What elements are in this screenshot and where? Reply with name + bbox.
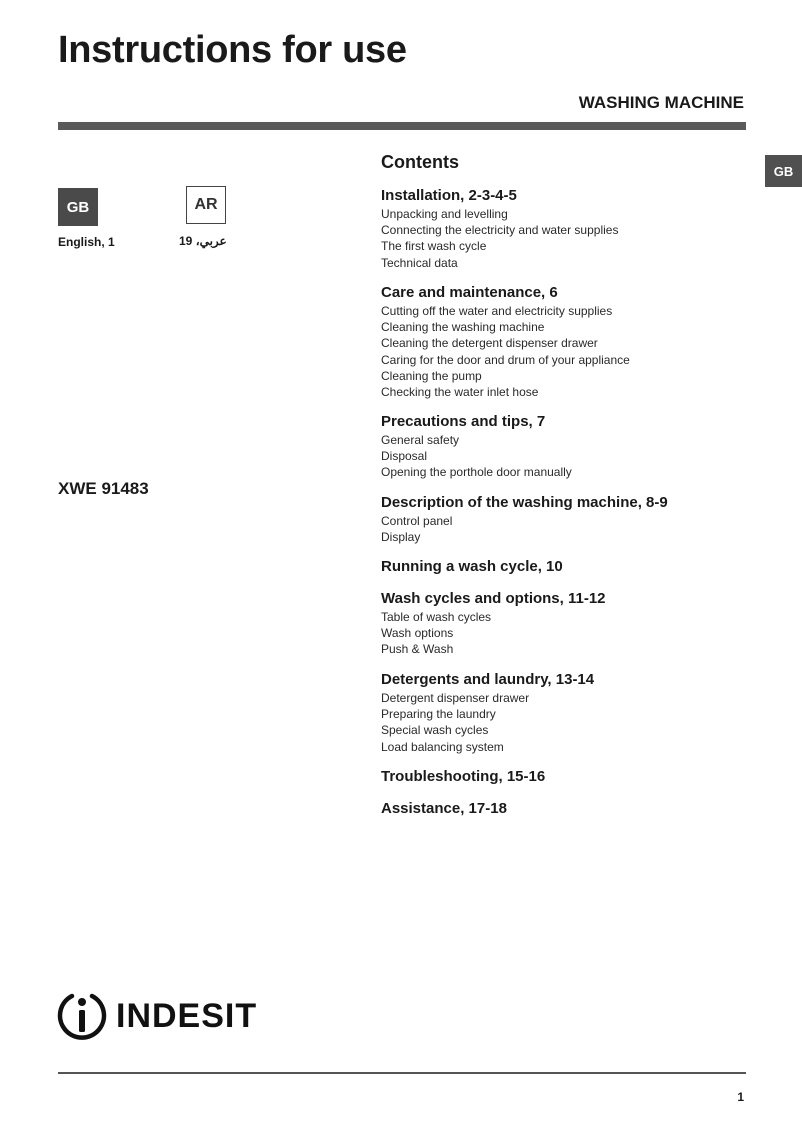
page-number: 1 bbox=[737, 1090, 744, 1104]
section-item: Caring for the door and drum of your appliance bbox=[381, 352, 630, 367]
brand-name: INDESIT bbox=[116, 997, 258, 1035]
section-item: The first wash cycle bbox=[381, 239, 487, 254]
brand-logo bbox=[56, 990, 257, 1042]
footer-rule bbox=[58, 1072, 746, 1074]
section-item: Technical data bbox=[381, 255, 458, 270]
contents-heading: Contents bbox=[381, 152, 459, 172]
section-title: Installation, 2-3-4-5 bbox=[381, 187, 517, 204]
contents-section-troubleshooting bbox=[381, 768, 545, 787]
section-title: Precautions and tips, 7 bbox=[381, 413, 546, 430]
contents-section-assistance bbox=[381, 800, 507, 819]
contents-section-precautions bbox=[381, 413, 572, 481]
section-item: Display bbox=[381, 530, 421, 545]
section-item: Detergent dispenser drawer bbox=[381, 691, 530, 705]
contents-section-care bbox=[381, 284, 630, 400]
section-item: Table of wash cycles bbox=[381, 610, 492, 624]
section-item: Load balancing system bbox=[381, 739, 504, 754]
contents-section-description bbox=[381, 494, 668, 545]
section-title: Assistance, 17-18 bbox=[381, 800, 507, 817]
section-item: Cutting off the water and electricity supplies bbox=[381, 304, 613, 318]
section-item: Push & Wash bbox=[381, 642, 454, 657]
section-item: Checking the water inlet hose bbox=[381, 385, 539, 400]
language-note-ar: عربي، 19 bbox=[179, 234, 227, 248]
section-title: Wash cycles and options, 11-12 bbox=[381, 590, 606, 607]
section-title: Description of the washing machine, 8-9 bbox=[381, 494, 668, 511]
section-item: Cleaning the washing machine bbox=[381, 320, 545, 335]
section-item: Cleaning the pump bbox=[381, 368, 482, 383]
language-badge-gb: GB bbox=[58, 188, 98, 226]
page-title: Instructions for use bbox=[58, 29, 407, 71]
section-title: Troubleshooting, 15-16 bbox=[381, 768, 546, 785]
section-item: Unpacking and levelling bbox=[381, 207, 508, 221]
section-item: Connecting the electricity and water supplies bbox=[381, 223, 619, 238]
section-title: Care and maintenance, 6 bbox=[381, 284, 558, 301]
section-item: Preparing the laundry bbox=[381, 707, 496, 722]
section-item: Cleaning the detergent dispenser drawer bbox=[381, 336, 598, 351]
language-badge-ar: AR bbox=[186, 186, 226, 224]
section-item: Control panel bbox=[381, 514, 453, 528]
indesit-logo-icon bbox=[56, 990, 108, 1042]
product-type: WASHING MACHINE bbox=[578, 93, 744, 112]
section-item: General safety bbox=[381, 433, 460, 447]
section-item: Wash options bbox=[381, 626, 454, 641]
model-number: XWE 91483 bbox=[58, 479, 149, 498]
language-side-tab: GB bbox=[765, 155, 802, 187]
contents-section-detergents bbox=[381, 671, 594, 755]
header-rule bbox=[58, 122, 746, 130]
language-note-gb: English, 1 bbox=[58, 235, 115, 249]
section-title: Running a wash cycle, 10 bbox=[381, 558, 563, 575]
contents-section-wash-cycles bbox=[381, 590, 606, 658]
section-item: Special wash cycles bbox=[381, 723, 489, 738]
contents-section-running bbox=[381, 558, 563, 577]
section-item: Opening the porthole door manually bbox=[381, 465, 572, 480]
section-title: Detergents and laundry, 13-14 bbox=[381, 671, 595, 688]
contents-section-installation bbox=[381, 187, 618, 271]
section-item: Disposal bbox=[381, 449, 428, 464]
